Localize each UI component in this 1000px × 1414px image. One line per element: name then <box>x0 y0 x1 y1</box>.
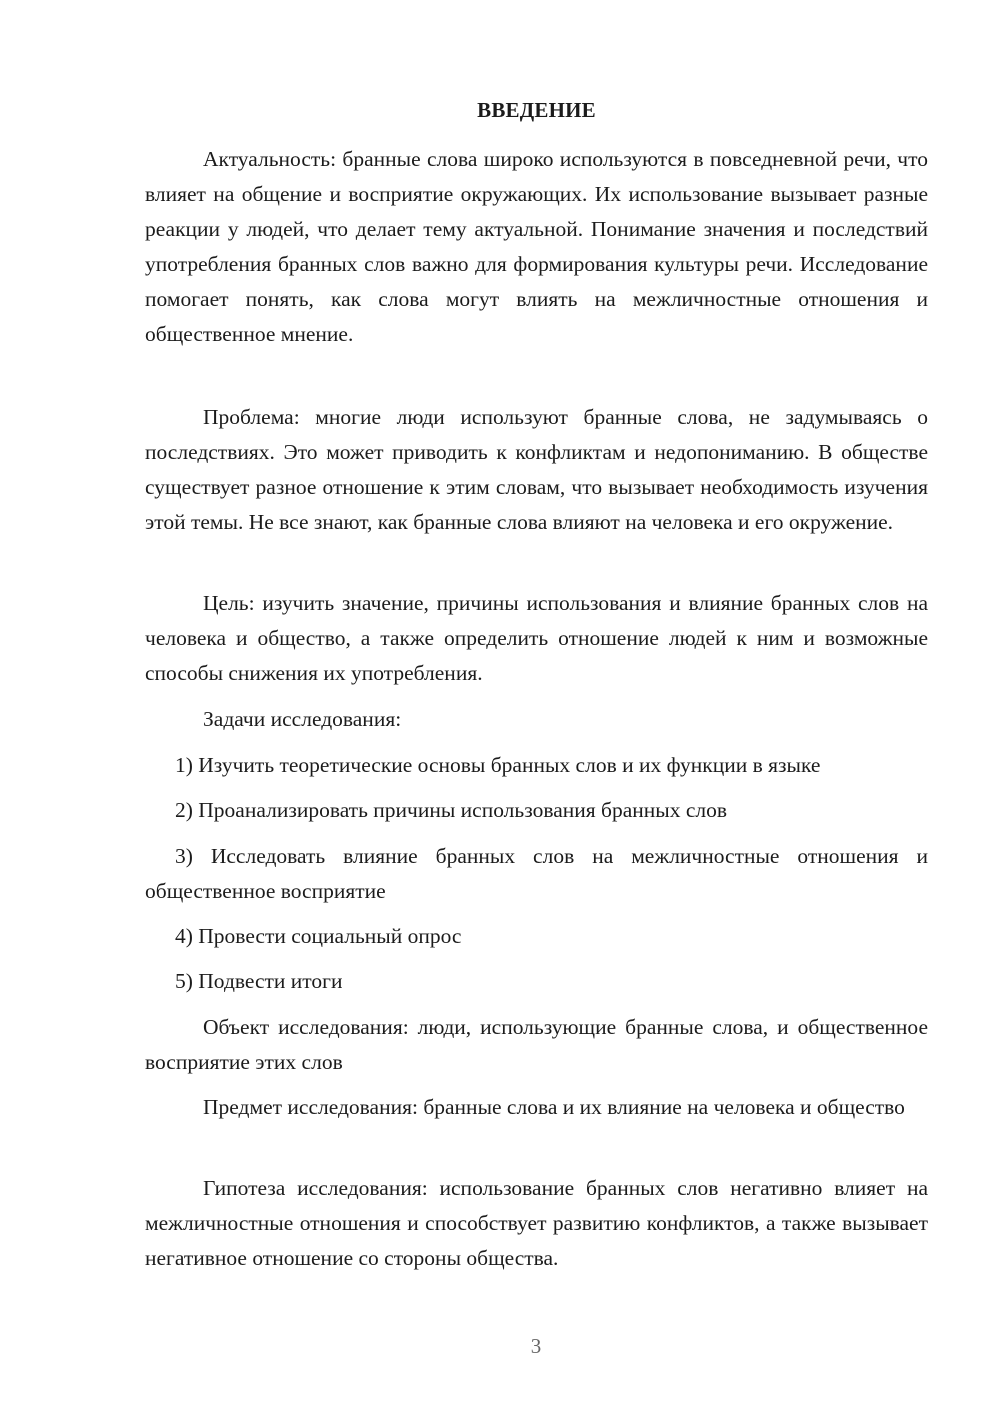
task-item-5: 5) Подвести итоги <box>175 969 343 993</box>
paragraph-object: Объект исследования: люди, использующие бранные слова, и общественное восприятие этих слов <box>145 1015 928 1074</box>
task-item-3: 3) Исследовать влияние бранных слов на межличностные отношения и общественное восприятие <box>145 844 928 903</box>
task-item-4: 4) Провести социальный опрос <box>175 924 462 948</box>
page-number: 3 <box>530 1334 542 1358</box>
page-title: ВВЕДЕНИЕ <box>477 98 596 122</box>
task-item-2: 2) Проанализировать причины использования бранных слов <box>175 798 728 822</box>
paragraph-tasks-heading: Задачи исследования: <box>203 707 402 731</box>
paragraph-goal: Цель: изучить значение, причины использования и влияние бранных слов на человека и общество, а также определить отношение людей к ним и возможные способы снижения их употребления. <box>145 591 928 685</box>
task-item-1: 1) Изучить теоретические основы бранных слов и их функции в языке <box>175 753 821 777</box>
paragraph-hypothesis: Гипотеза исследования: использование бранных слов негативно влияет на межличностные отношения и способствует развитию конфликтов, а также вызывает негативное отношение со стороны общества. <box>145 1176 928 1270</box>
paragraph-relevance: Актуальность: бранные слова широко используются в повседневной речи, что влияет на общение и восприятие окружающих. Их использование вызывает разные реакции у людей, что делает тему актуальной. Понимание значения и последствий употребления бранных слов важно для формирования культуры речи. Исследование помогает понять, как слова могут влиять на межличностные отношения и общественное мнение. <box>145 147 928 346</box>
paragraph-subject: Предмет исследования: бранные слова и их влияние на человека и общество <box>203 1095 905 1119</box>
paragraph-problem: Проблема: многие люди используют бранные слова, не задумываясь о последствиях. Это может приводить к конфликтам и недопониманию. В обществе существует разное отношение к этим словам, что вызывает необходимость изучения этой темы. Не все знают, как бранные слова влияют на человека и его окружение. <box>145 405 928 534</box>
